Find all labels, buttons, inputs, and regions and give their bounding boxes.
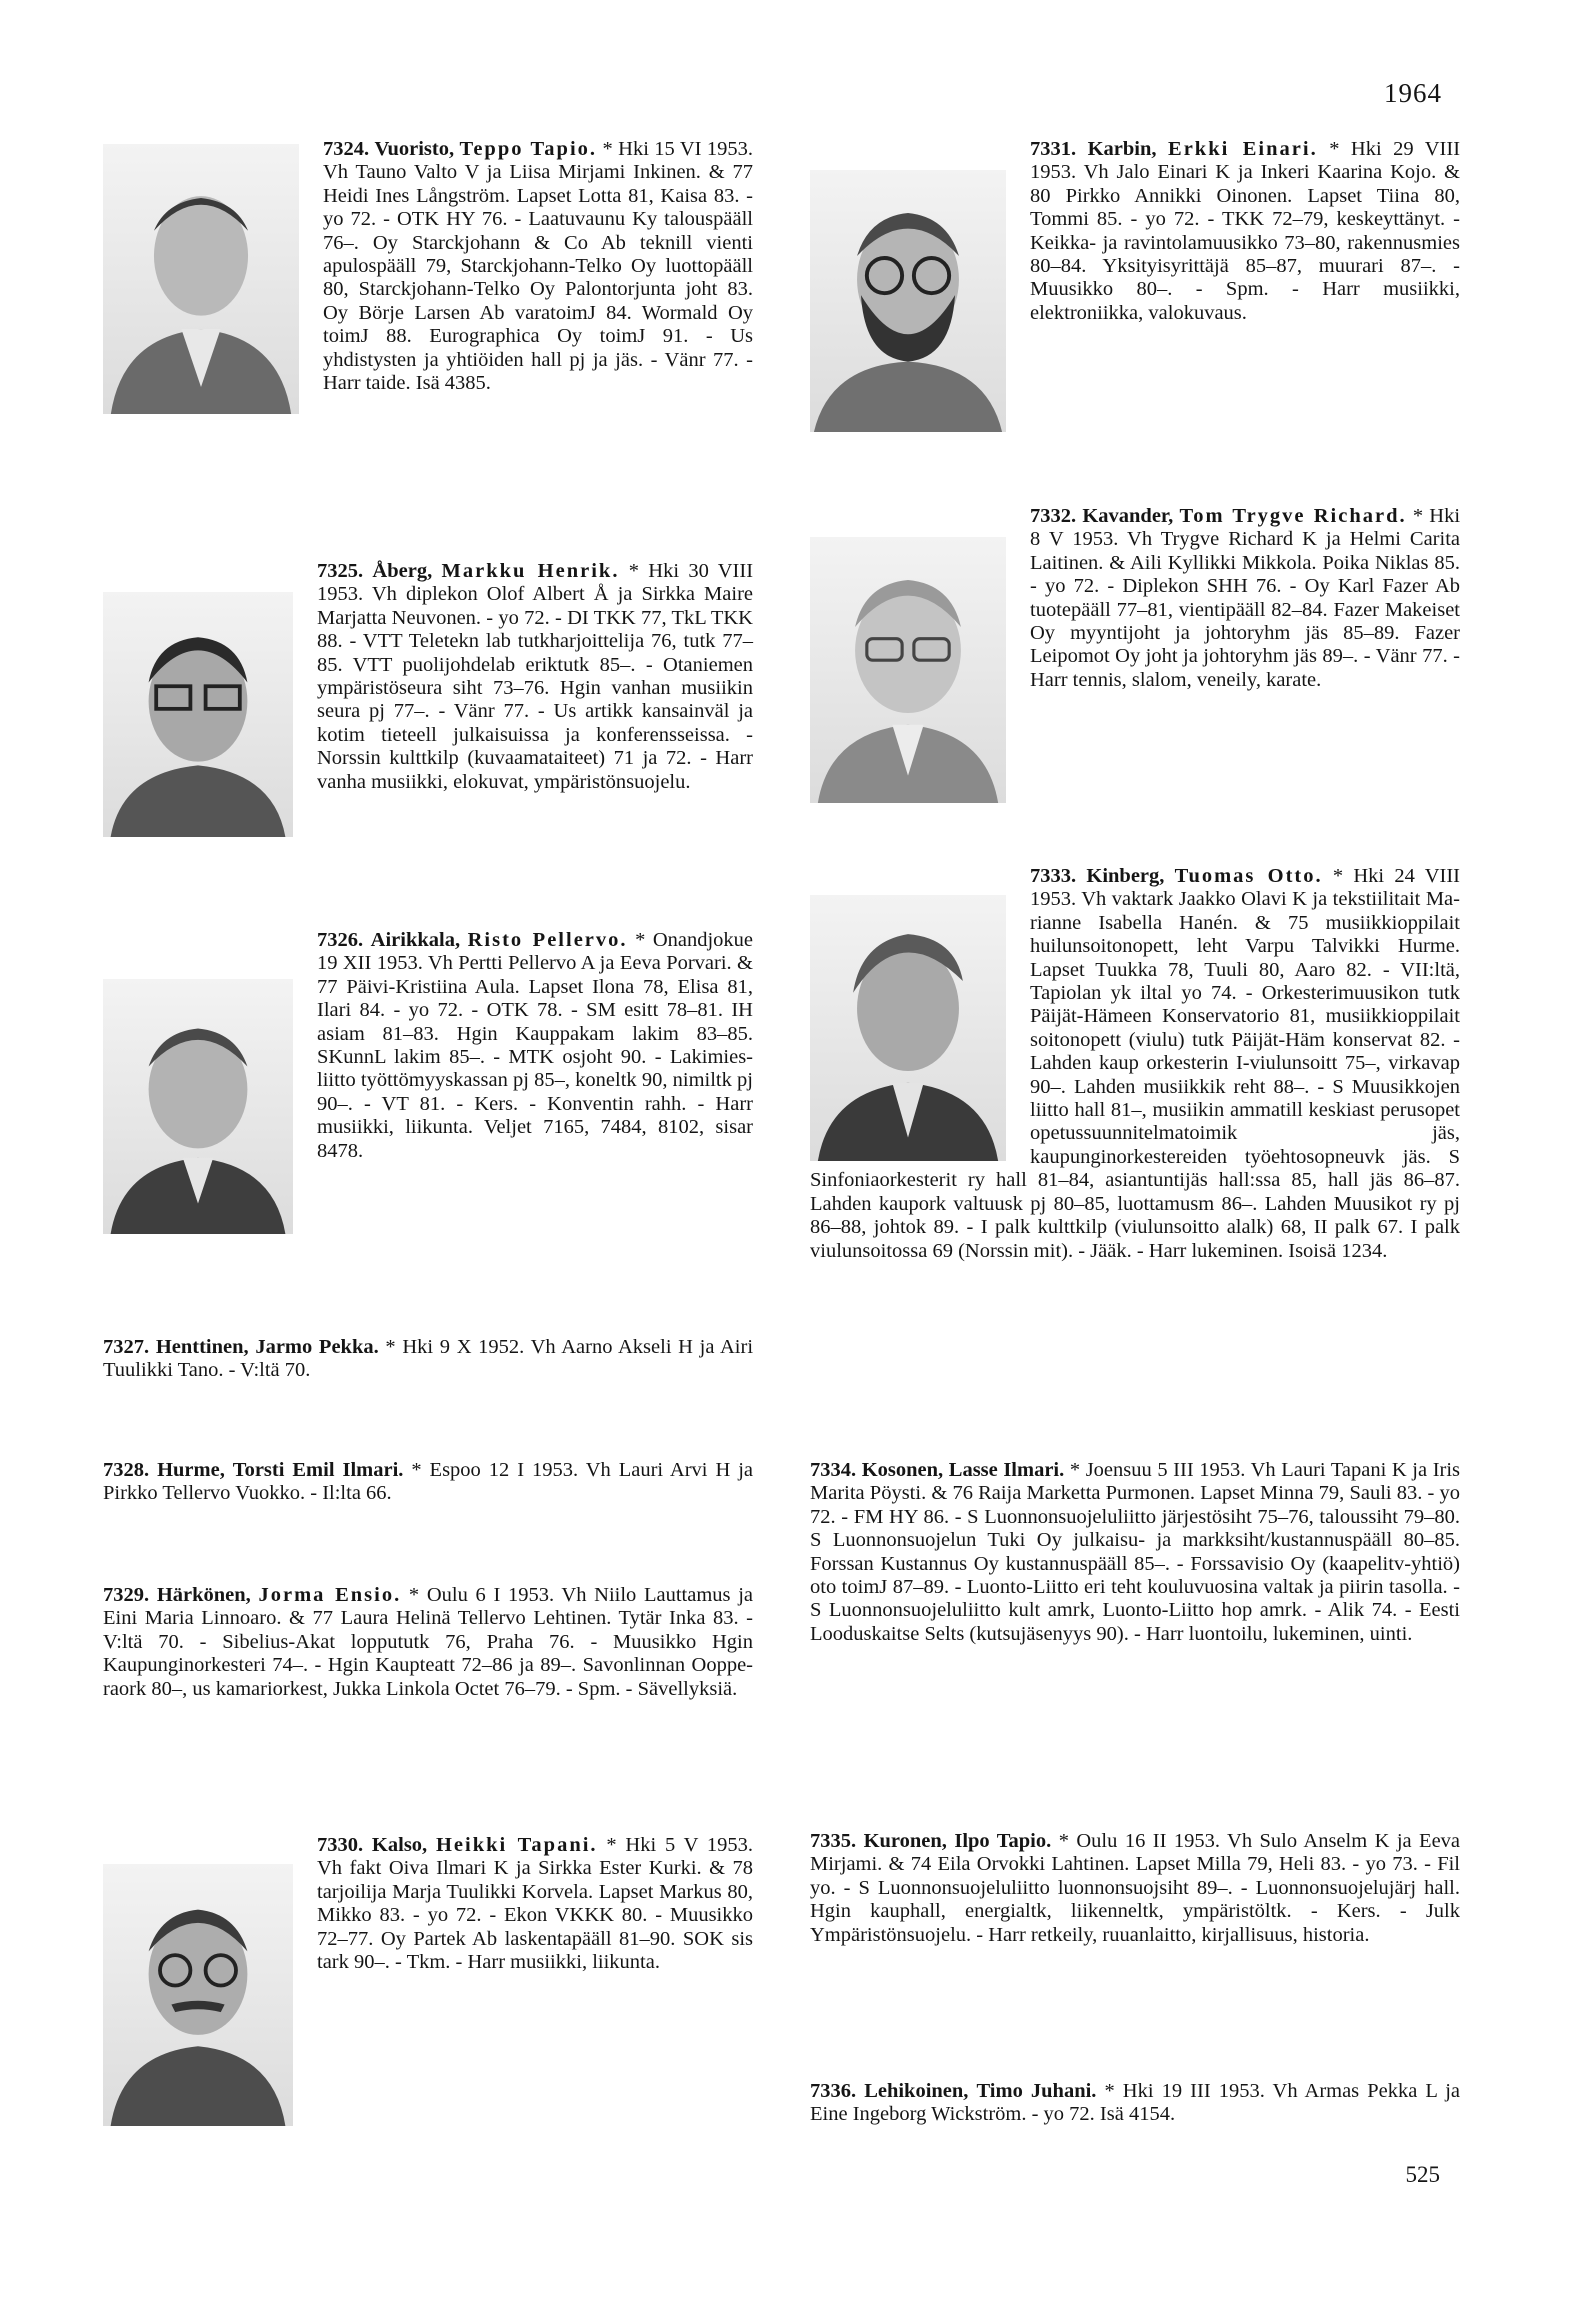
entry-text: * Oulu 6 I 1953. Vh Niilo Lauttamus ja Eini Maria Linnoaro. & 77 Laura Helinä Tellervo Lehtinen. Tytär Inka 83. - V:ltä 70. - Sibelius-Akat loppututk 76, Praha 76. - Muusikko Hgin Kaupunginorkesteri 74–. - Hgin Kaupteatt 72–86 ja 89–. Savonlinnan Oopperaork 80–, us kamariorkest, Jukka Linkola Octet 76–79. - Spm. - Sävellyksiä. (103, 1584, 753, 1700)
entry-surname: Kavander, (1082, 505, 1174, 527)
entry-given-names: Risto Pellervo. (467, 929, 628, 951)
entry-7329 (103, 1584, 753, 1701)
page-number: 525 (1405, 2162, 1440, 2187)
entry-7335 (810, 1830, 1460, 1947)
entry-text: * Joensuu 5 III 1953. Vh Lauri Tapani K ja Iris Marita Pöysti. & 76 Raija Marketta Purmonen. Lapset Minna 79, Sauli 83. - yo 72. - FM HY 86. - S Luonnonsuojeluliitto järjestösiht 75–76, taloussiht 79–80. S Luonnonsuojelun Tuki Oy julkaisu- ja markksiht/kustannuspääll 80–85. Forssan Kustannus Oy kustannuspääll 85–. - Forssavisio Oy (kaapelitv-yhtiö) oto toimJ 87–89. - Luonto-Liitto eri teht kouluvuosina valtak ja piirin tasolla. - S Luonnonsuojeluliitto kult amrk, Luonto-Liitto hop amrk. - Alik 74. - Eesti Looduskaitse Selts (kutsujäsenyys 90). - Harr luontoilu, lukeminen, uinti. (810, 1459, 1461, 1645)
entry-number: 7325. (317, 560, 364, 582)
portrait-photo (103, 144, 299, 414)
entry-7330 (103, 1834, 753, 2130)
entry-text: * Hki 24 VIII 1953. Vh vaktark Jaakko Olavi K ja tekstiilitait Marianne Isabella Hanén. & 75 musiikkioppilait huilunsoitonopett, leht Varpu Talvikki Hurme. Lapset Tuukka 78, Tuuli 80, Aaro 82. - VII:ltä, Tapiolan yk iltal yo 74. - Orkesterimuusikon tutk Päijät-Hämeen Konservatorio 81, musiikkioppilait soitonopett (viulu) tutk Päijät-Häm konservat 82. - Lahden kaup orkesterin I-viulunsoitt 75–, virkavap 90–. Lahden musiikkik reht 88–. - S Muusikkojen liitto hall 81–, musiikin ammatill keskiast perusopet opetussuunnitelmatoimik jäs, kaupunginorkestereiden työehtosopneuvk jäs. S Sinfoniaorkesterit ry hall 81–84, asiantuntijäs hall:ssa 85, hall jäs 86–87. Lahden kaupork valtuusk pj 80–85, luottamusm 86–. Lahden Muusikot ry pj 86–88, johtok 89. - I palk kulttkilp (viulunsoitto alalk) 68, II palk 67. I palk viulunsoitossa 69 (Norssin mit). - Jääk. - Harr lukeminen. Isoisä 1234. (810, 865, 1461, 1262)
entry-7331 (810, 138, 1460, 436)
entry-number: 7329. (103, 1584, 150, 1606)
entry-number: 7330. (317, 1834, 364, 1856)
portrait-photo (103, 1864, 293, 2126)
entry-number: 7331. (1030, 138, 1077, 160)
entry-7326 (103, 929, 753, 1238)
entry-number: 7332. (1030, 505, 1077, 527)
entry-given-names: Tom Trygve Richard. (1179, 505, 1407, 527)
entry-surname: Kosonen, (861, 1459, 944, 1481)
portrait-photo (810, 895, 1006, 1161)
entry-text: * Hki 15 VI 1953. Vh Tauno Valto V ja Liisa Mirjami Inkinen. & 77 Heidi Ines Långström. Lapset Lotta 81, Kaisa 83. - yo 72. - OTK HY 76. - Laatuvaunu Ky talouspääll 76–. Oy Starckjohann & Co Ab teknill vienti apulospääll 79, Starckjohann-Telko Oy luottopääll 80, Starckjohann-Telko Oy Palontorjunta joht 83. Oy Börje Larsen Ab varatoimJ 84. Wormald Oy toimJ 88. Eurographica Oy toimJ 91. - Us yhdistysten ja yhtiöiden hall pj ja jäs. - Vänr 77. - Harr taide. Isä 4385. (323, 138, 754, 395)
entry-surname: Åberg, (372, 560, 433, 582)
entry-given-names: Timo Juhani. (976, 2080, 1097, 2102)
entry-given-names: Tuomas Otto. (1174, 865, 1323, 887)
entry-given-names: Markku Henrik. (441, 560, 620, 582)
entry-number: 7327. (103, 1336, 150, 1358)
entry-7336 (810, 2080, 1460, 2127)
entry-text: * Espoo 12 I 1953. Vh Lauri Arvi H ja Pirkko Tellervo Vuokko. - Il:lta 66. (103, 1459, 753, 1505)
portrait-photo (103, 592, 293, 837)
page-year: 1964 (1384, 78, 1442, 108)
entry-given-names: Teppo Tapio. (459, 138, 598, 160)
entry-7324 (103, 138, 753, 418)
entry-number: 7333. (1030, 865, 1077, 887)
portrait-photo (810, 170, 1006, 432)
entry-number: 7335. (810, 1830, 857, 1852)
entry-7334 (810, 1459, 1460, 1646)
entry-given-names: Erkki Einari. (1168, 138, 1318, 160)
entry-number: 7334. (810, 1459, 857, 1481)
entry-text: * Hki 9 X 1952. Vh Aarno Akseli H ja Airi Tuulikki Tano. - V:ltä 70. (103, 1336, 754, 1382)
entry-text: * Hki 29 VIII 1953. Vh Jalo Einari K ja Inkeri Kaarina Kojo. & 80 Pirkko Annikki Oinonen. Lapset Tiina 80, Tommi 85. - yo 72. - TKK 72–79, keskeyttänyt. - Keikka- ja ravintolamuusikko 73–80, rakennusmies 80–84. Yksityisyrittäjä 85–87, muurari 87–. - Muusikko 80–. - Spm. - Harr musiikki, elektroniikka, valokuvaus. (1030, 138, 1461, 324)
entry-given-names: Lasse Ilmari. (948, 1459, 1065, 1481)
entry-number: 7324. (323, 138, 370, 160)
entry-number: 7326. (317, 929, 364, 951)
entry-text: * Hki 30 VIII 1953. Vh diplekon Olof Albert Å ja Sirkka Maire Marjatta Neuvonen. - yo 72. - DI TKK 77, TkL TKK 88. - VTT Teletekn lab tutkharjoittelija 76, tutk 77–85. VTT puolijohdelab eriktutk 85–. - Otaniemen ympäristöseura siht 73–76. Hgin vanhan musiikin seura pj 77–. - Vänr 77. - Us artikk kansainväl ja kotim tieteell julkaisuissa ja konferensseissa. - Norssin kulttkilp (kuvaamataiteet) 71 ja 72. - Harr vanha musiikki, elokuvat, ympäristönsuojelu. (317, 560, 754, 793)
entry-given-names: Jorma Ensio. (258, 1584, 402, 1606)
entry-surname: Hurme, (157, 1459, 225, 1481)
entry-surname: Kinberg, (1086, 865, 1165, 887)
entry-7325 (103, 560, 753, 841)
entry-given-names: Torsti Emil Ilmari. (232, 1459, 404, 1481)
entry-text: * Hki 8 V 1953. Vh Trygve Richard K ja Helmi Carita Laitinen. & Aili Kyllikki Mikkola. Poika Niklas 85. - yo 72. - Diplekon SHH 76. - Oy Karl Fazer Ab tuotepääll 77–81, vientipääll 82–84. Fazer Makeiset Oy myyntijoht ja johtoryhm jäs 85–89. Fazer Leipomot Oy joht ja johtoryhm jäs 89–. - Vänr 77. - Harr tennis, slalom, veneily, karate. (1030, 505, 1461, 691)
portrait-photo (103, 979, 293, 1234)
entry-text: * Oulu 16 II 1953. Vh Sulo Anselm K ja Eeva Mirjami. & 74 Eila Orvokki Lahtinen. Lapset Milla 79, Heli 83. - yo 73. - Fil yo. - S Luonnonsuojeluliitto luonnonsuojsiht 89–. - Luonnonsuojelujärj hall. Hgin kauphall, energialtk, liikenneltk, ympäristöltk. - Kers. - Julk Ympäristönsuojelu. - Harr retkeily, ruuanlaitto, kirjallisuus, historia. (810, 1830, 1461, 1946)
entry-given-names: Heikki Tapani. (435, 1834, 598, 1856)
portrait-photo (810, 537, 1006, 803)
entry-number: 7336. (810, 2080, 857, 2102)
entry-given-names: Jarmo Pekka. (255, 1336, 379, 1358)
entry-text: * Hki 5 V 1953. Vh fakt Oiva Ilmari K ja Sirkka Ester Kurki. & 78 tarjoilija Marja Tuulikki Korvela. Lapset Markus 80, Mikko 83. - yo 72. - Ekon VKKK 80. - Muusikko 72–77. Oy Partek Ab laskentapääll 81–90. SOK sis tark 90–. - Tkm. - Harr musiikki, liikunta. (317, 1834, 753, 1974)
entry-surname: Vuoristo, (374, 138, 455, 160)
entry-text: * Onandjokue 19 XII 1953. Vh Pertti Pellervo A ja Eeva Porvari. & 77 Päivi-Kristiina Aula. Lapset Ilona 78, Elisa 81, Ilari 84. - yo 72. - OTK 78. - SM esitt 78–81. IH asiam 81–83. Hgin Kauppakam lakim 83–85. SKunnL lakim 85–. - MTK osjoht 90. - Lakimiesliitto työttömyyskassan pj 85–, koneltk 90, nimiltk pj 90–. - VT 81. - Kers. - Konventin rahh. - Harr musiikki, liikunta. Veljet 7165, 7484, 8102, sisar 8478. (317, 929, 754, 1162)
entry-surname: Kuronen, (863, 1830, 947, 1852)
entry-surname: Härkönen, (156, 1584, 251, 1606)
entry-7332 (810, 505, 1460, 807)
entry-7328 (103, 1459, 753, 1506)
entry-surname: Kalso, (371, 1834, 428, 1856)
entry-given-names: Ilpo Tapio. (954, 1830, 1052, 1852)
entry-7333 (810, 865, 1460, 1263)
entry-number: 7328. (103, 1459, 150, 1481)
entry-text: * Hki 19 III 1953. Vh Armas Pekka L ja Eine Ingeborg Wickström. - yo 72. Isä 4154. (810, 2080, 1461, 2126)
entry-surname: Karbin, (1087, 138, 1157, 160)
entry-7327 (103, 1336, 753, 1383)
entry-surname: Lehikoinen, (864, 2080, 969, 2102)
entry-surname: Henttinen, (155, 1336, 249, 1358)
entry-surname: Airikkala, (370, 929, 461, 951)
